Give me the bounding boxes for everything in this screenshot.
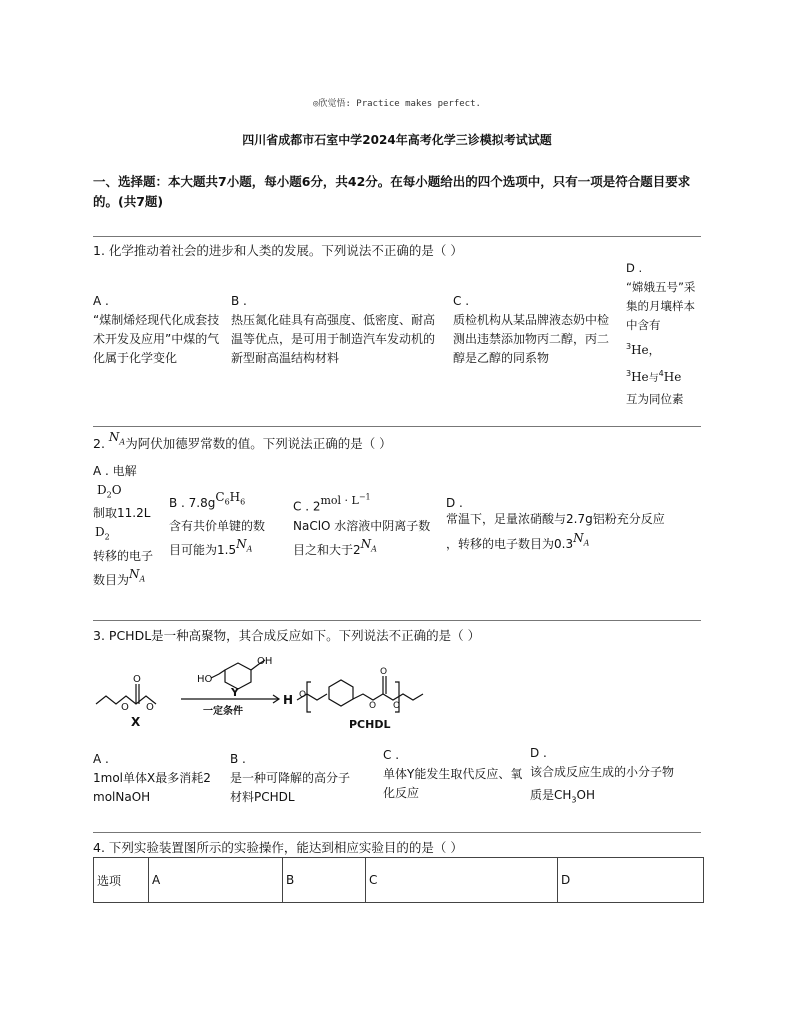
option-label: A . 电解 <box>93 464 137 478</box>
polymer-chain <box>353 694 423 700</box>
q3-option-a[interactable] <box>93 750 225 807</box>
table-header-row <box>94 858 704 903</box>
reaction-scheme <box>93 652 453 734</box>
helium-symbol: He <box>631 369 649 384</box>
q1-option-a[interactable] <box>93 292 225 368</box>
oxygen-label: O <box>121 702 129 713</box>
hydroxymethyl-arm <box>211 670 225 678</box>
q3-option-c[interactable] <box>383 746 523 803</box>
helium-symbol: He <box>631 342 649 357</box>
option-label: A . <box>93 294 109 308</box>
unit: mol · $L^{-1}$ <box>320 492 371 507</box>
q2-option-c[interactable] <box>293 494 443 564</box>
option-text: 目之和大于2 <box>293 542 361 557</box>
avogadro-symbol: $N_A$ <box>360 536 377 554</box>
option-text-end: 互为同位素 <box>626 391 684 406</box>
divider <box>93 620 701 621</box>
stem-text: 为阿伏加德罗常数的值。下列说法正确的是（ ） <box>125 436 392 451</box>
label-y: Y <box>231 686 239 699</box>
table-header-cell: A <box>149 858 283 903</box>
option-text: 质检机构从某品牌液态奶中检测出违禁添加物丙二醇，丙二醇是乙醇的同系物 <box>453 313 610 365</box>
question-number: 2. <box>93 436 105 451</box>
table-header-cell: B <box>283 858 366 903</box>
q1-option-d[interactable] <box>626 259 698 409</box>
q1-stem: 1. 化学推动着社会的进步和人类的发展。下列说法不正确的是（ ） <box>93 243 463 258</box>
divider <box>93 236 701 237</box>
repeat-bracket <box>307 682 311 712</box>
q1-option-b[interactable] <box>231 292 441 368</box>
option-text: 转移的电子 <box>93 548 154 563</box>
avogadro-symbol: $N_A$ <box>573 531 590 548</box>
hydroxyl-label: OH <box>257 656 273 667</box>
option-label: D . <box>530 746 547 760</box>
q2-option-a[interactable] <box>93 462 168 594</box>
section-heading: 一、选择题：本大题共7小题，每小题6分，共42分。在每小题给出的四个选项中，只有一项是符合题目要求的。(共7题) <box>93 174 691 209</box>
formula: $D_2$ <box>95 525 110 542</box>
option-label: C . 2 <box>293 499 321 514</box>
comma: ， <box>648 342 661 357</box>
option-text: 该合成反应生成的小分子物 <box>530 765 675 779</box>
option-text: 1mol单体X最多消耗2 molNaOH <box>93 771 211 804</box>
option-text: 热压氮化硅具有高强度、低密度、耐高温等优点，是可用于制造汽车发动机的新型耐高温结构材料 <box>231 313 436 365</box>
oxygen-label: O <box>299 690 307 700</box>
option-text: 质是CH <box>530 788 572 802</box>
option-label: D . <box>626 261 643 275</box>
option-text: NaClO 水溶液中阴离子数 <box>293 518 431 533</box>
option-text: 含有共价单键的数 <box>169 519 266 534</box>
q4-table <box>93 857 704 903</box>
option-text: “煤制烯烃现代化成套技术开发及应用”中煤的气化属于化学变化 <box>93 313 220 365</box>
reaction-condition: 一定条件 <box>203 706 243 717</box>
option-label: B . <box>230 752 246 766</box>
divider <box>93 426 701 427</box>
option-text: OH <box>576 788 595 802</box>
option-text: 是一种可降解的高分子材料PCHDL <box>230 771 351 804</box>
label-x: X <box>131 715 141 729</box>
oxygen-label: O <box>146 702 154 713</box>
option-text: 数目为 <box>93 572 130 587</box>
cyclohexane-ring <box>329 680 353 706</box>
avogadro-symbol: $N_A$ <box>236 537 253 554</box>
end-group-h: H <box>283 693 294 707</box>
oxygen-label: O <box>369 701 377 711</box>
table-header-cell: C <box>366 858 558 903</box>
exam-title: 四川省成都市石室中学2024年高考化学三诊模拟考试试题 <box>242 133 552 147</box>
oxygen-label: O <box>133 674 141 685</box>
option-text: “嫦娥五号”采集的月壤样本中含有 <box>626 280 696 332</box>
option-label: C . <box>453 294 470 308</box>
option-label: B . 7.8g <box>169 496 216 510</box>
motto: ◎欣觉悟: Practice makes perfect. <box>313 99 481 109</box>
mass-number: 4 <box>658 368 664 378</box>
subscript: 3 <box>571 795 577 805</box>
q2-option-b[interactable] <box>169 490 287 565</box>
q1-option-c[interactable] <box>453 292 619 368</box>
q4-stem: 4. 下列实验装置图所示的实验操作，能达到相应实验目的的是（ ） <box>93 840 463 855</box>
helium-symbol: He <box>663 369 682 384</box>
table-header-cell: 选项 <box>94 858 149 903</box>
hydroxyl-label: HO <box>197 674 213 685</box>
mass-number: 3 <box>626 342 632 351</box>
option-label: B . <box>231 294 247 308</box>
conjunction: 与 <box>648 372 659 384</box>
oxygen-label: O <box>380 667 388 677</box>
q3-option-d[interactable] <box>530 744 705 809</box>
avogadro-symbol: $N_A$ <box>129 566 146 584</box>
option-label: C . <box>383 748 400 762</box>
table-header-cell: D <box>558 858 704 903</box>
avogadro-symbol: $N_A$ <box>108 430 126 447</box>
formula: $D_2O$ <box>97 483 122 500</box>
q2-option-d[interactable] <box>446 494 701 558</box>
oxygen-label: O <box>393 701 401 711</box>
option-text: ，转移的电子数目为0.3 <box>446 537 574 551</box>
option-label: D . <box>446 496 463 510</box>
option-label: A . <box>93 752 109 766</box>
option-text: 常温下，足量浓硝酸与2.7g铝粉充分反应 <box>446 512 665 526</box>
formula: $C_6H_6$ <box>215 490 246 507</box>
divider <box>93 832 701 833</box>
q2-stem <box>93 430 392 453</box>
mass-number: 3 <box>626 368 632 378</box>
option-text: 制取11.2L <box>93 506 151 521</box>
option-text: 目可能为1.5 <box>169 543 237 558</box>
q3-stem: 3. PCHDL是一种高聚物，其合成反应如下。下列说法不正确的是（ ） <box>93 628 481 643</box>
label-product: PCHDL <box>349 718 391 731</box>
q3-option-b[interactable] <box>230 750 354 807</box>
option-text: 单体Y能发生取代反应、氧化反应 <box>383 767 523 800</box>
